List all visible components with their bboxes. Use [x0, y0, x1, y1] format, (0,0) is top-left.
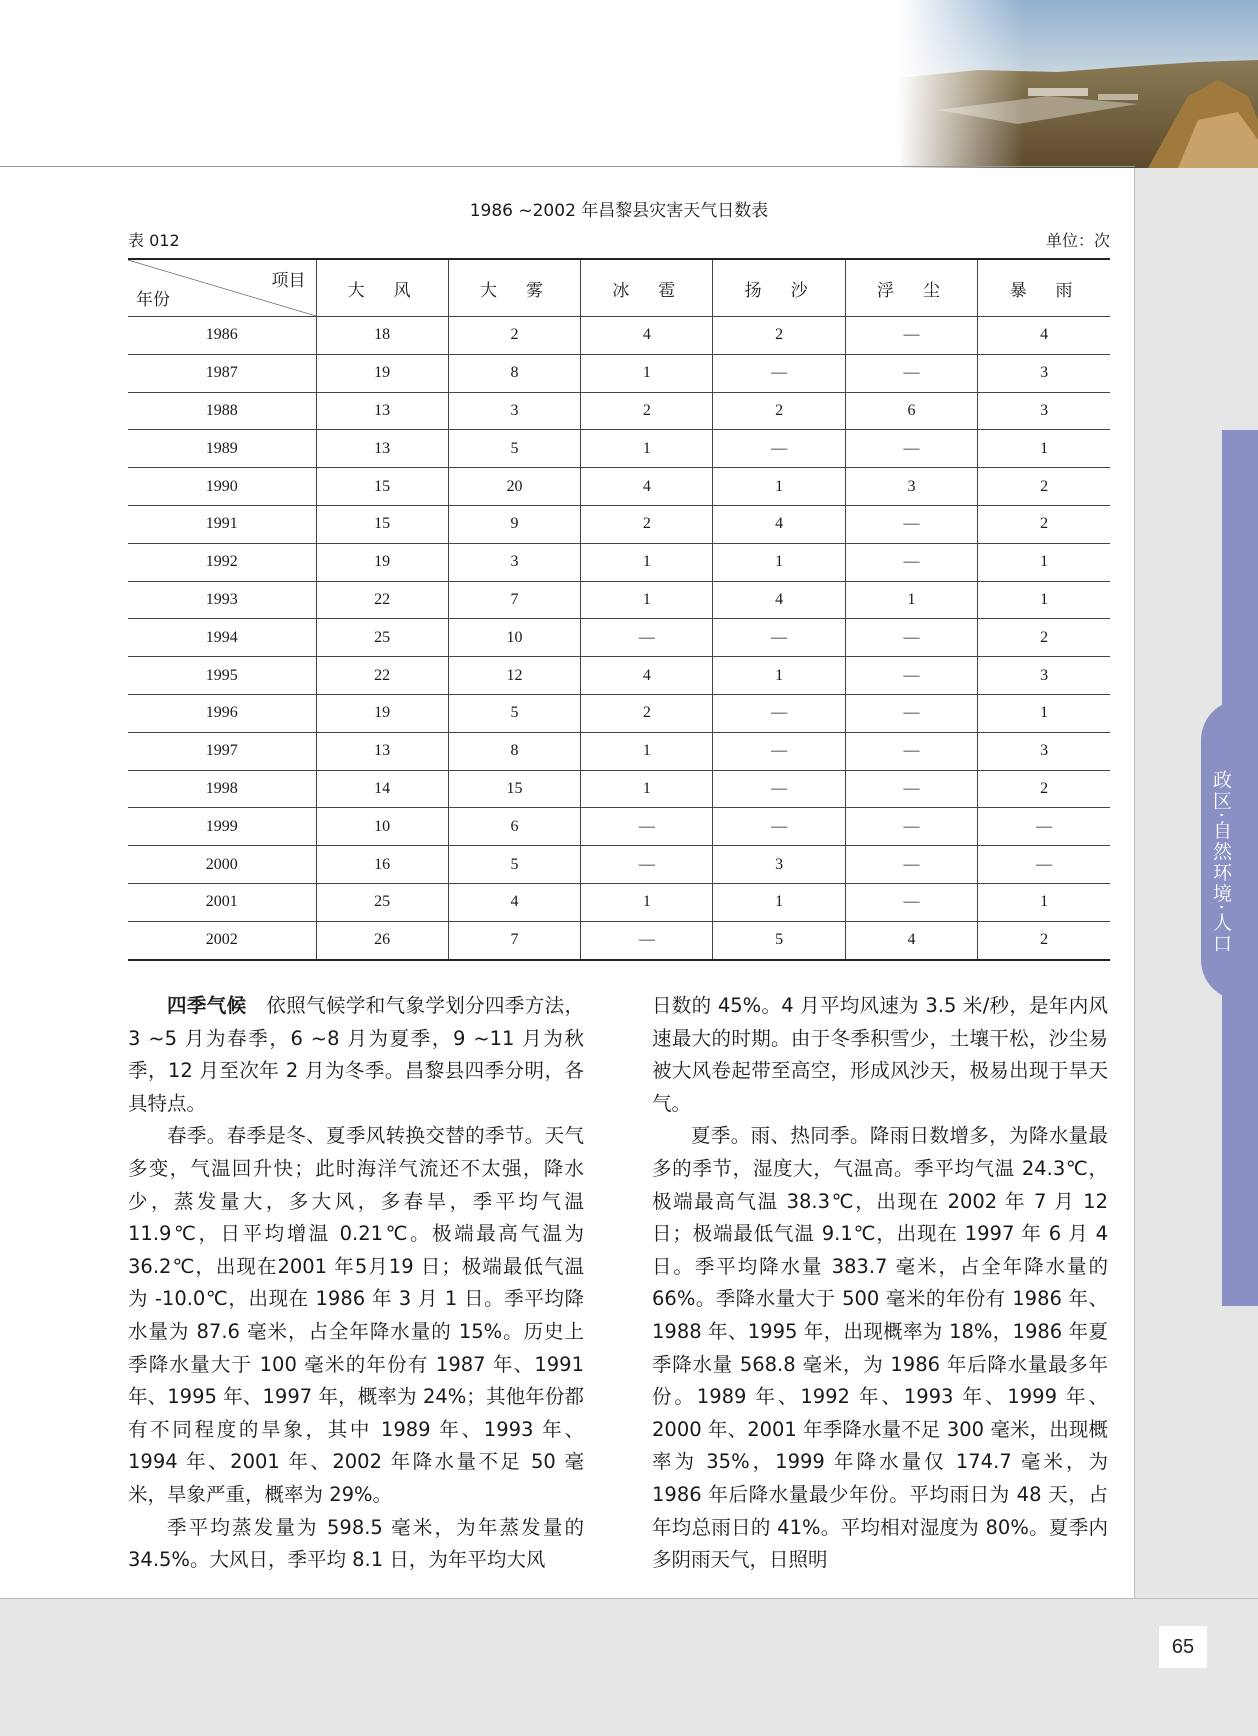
- value-cell: —: [845, 846, 977, 884]
- value-cell: 4: [581, 317, 713, 355]
- value-cell: 19: [316, 543, 448, 581]
- value-cell: 2: [978, 468, 1110, 506]
- value-cell: 2: [978, 921, 1110, 959]
- paragraph-continued: 日数的 45%。4 月平均风速为 3.5 米/秒，是年内风速最大的时期。由于冬季积雪少，土壤干松，沙尘易被大风卷起带至高空，形成风沙天，极易出现于旱天气。: [652, 994, 1108, 1115]
- table-row: [128, 581, 1110, 619]
- value-cell: —: [845, 732, 977, 770]
- value-cell: 2: [581, 392, 713, 430]
- value-cell: 1: [845, 581, 977, 619]
- table-title: 1986 ~2002 年昌黎县灾害天气日数表: [469, 201, 769, 221]
- disaster-weather-table: [128, 258, 1110, 961]
- value-cell: 4: [448, 883, 580, 921]
- value-cell: 1: [581, 543, 713, 581]
- table-row: [128, 392, 1110, 430]
- year-cell: 1987: [128, 354, 316, 392]
- table-row: [128, 846, 1110, 884]
- text-column-left: [128, 990, 584, 1577]
- section-heading: 四季气候: [167, 994, 247, 1017]
- value-cell: —: [845, 770, 977, 808]
- year-cell: 1993: [128, 581, 316, 619]
- value-cell: 12: [448, 657, 580, 695]
- value-cell: 22: [316, 581, 448, 619]
- value-cell: 9: [448, 505, 580, 543]
- value-cell: 7: [448, 921, 580, 959]
- value-cell: 19: [316, 354, 448, 392]
- value-cell: —: [845, 317, 977, 355]
- value-cell: 5: [448, 430, 580, 468]
- table-row: [128, 694, 1110, 732]
- table-row: [128, 619, 1110, 657]
- value-cell: 2: [713, 317, 845, 355]
- chapter-side-label: 政区·自然环境·人口: [1210, 770, 1232, 955]
- year-cell: 1990: [128, 468, 316, 506]
- header-item-label: 项目: [271, 271, 306, 291]
- year-cell: 1989: [128, 430, 316, 468]
- value-cell: 3: [845, 468, 977, 506]
- value-cell: —: [845, 430, 977, 468]
- value-cell: 1: [713, 543, 845, 581]
- table-row: [128, 354, 1110, 392]
- text-column-right: [652, 990, 1108, 1577]
- value-cell: —: [845, 694, 977, 732]
- value-cell: —: [845, 808, 977, 846]
- value-cell: —: [713, 732, 845, 770]
- paragraph-text: 依照气候学和气象学划分四季方法，3 ~5 月为春季，6 ~8 月为夏季，9 ~11 月为秋季，12 月至次年 2 月为冬季。昌黎县四季分明，各具特点。: [128, 994, 584, 1115]
- value-cell: 4: [713, 581, 845, 619]
- value-cell: 14: [316, 770, 448, 808]
- value-cell: —: [581, 846, 713, 884]
- value-cell: 25: [316, 883, 448, 921]
- value-cell: 1: [581, 354, 713, 392]
- value-cell: 2: [978, 619, 1110, 657]
- paragraph-seasons: [128, 990, 584, 1120]
- value-cell: 5: [448, 846, 580, 884]
- value-cell: —: [845, 883, 977, 921]
- table-row: [128, 657, 1110, 695]
- table-unit: 单位：次: [1045, 231, 1110, 250]
- value-cell: —: [713, 808, 845, 846]
- value-cell: 2: [713, 392, 845, 430]
- table-row: [128, 317, 1110, 355]
- value-cell: 3: [978, 354, 1110, 392]
- value-cell: 3: [713, 846, 845, 884]
- value-cell: 16: [316, 846, 448, 884]
- value-cell: 7: [448, 581, 580, 619]
- value-cell: 2: [581, 694, 713, 732]
- year-cell: 1997: [128, 732, 316, 770]
- header-photo: [898, 0, 1258, 168]
- value-cell: —: [713, 770, 845, 808]
- column-header: 大 风: [316, 259, 448, 317]
- value-cell: 4: [978, 317, 1110, 355]
- value-cell: 8: [448, 354, 580, 392]
- value-cell: 25: [316, 619, 448, 657]
- value-cell: 2: [581, 505, 713, 543]
- table-row: [128, 770, 1110, 808]
- year-cell: 2001: [128, 883, 316, 921]
- value-cell: 2: [978, 505, 1110, 543]
- value-cell: 1: [581, 770, 713, 808]
- value-cell: 1: [713, 657, 845, 695]
- value-cell: 3: [448, 543, 580, 581]
- value-cell: 1: [978, 543, 1110, 581]
- table-row: [128, 883, 1110, 921]
- value-cell: 4: [845, 921, 977, 959]
- year-cell: 1986: [128, 317, 316, 355]
- column-header: 暴 雨: [978, 259, 1110, 317]
- value-cell: 2: [448, 317, 580, 355]
- value-cell: 13: [316, 392, 448, 430]
- value-cell: 1: [713, 883, 845, 921]
- value-cell: —: [713, 430, 845, 468]
- year-cell: 1994: [128, 619, 316, 657]
- table-row: [128, 732, 1110, 770]
- value-cell: 1: [713, 468, 845, 506]
- table-number: 表 012: [128, 231, 180, 250]
- column-header: 大 雾: [448, 259, 580, 317]
- right-margin-divider: [1134, 168, 1135, 1598]
- column-header: 冰 雹: [581, 259, 713, 317]
- page-number: 65: [1159, 1626, 1207, 1668]
- value-cell: 6: [448, 808, 580, 846]
- value-cell: 3: [978, 392, 1110, 430]
- value-cell: 1: [978, 430, 1110, 468]
- paragraph-spring: 春季。春季是冬、夏季风转换交替的季节。天气多变，气温回升快；此时海洋气流还不太强，降水少，蒸发量大，多大风，多春旱，季平均气温 11.9℃，日平均增温 0.21℃。极端最高气温为36.2℃，出现在2001 年5月19 日；极端最低气温为 -10.0℃，出现在 1986 年 3 月 1 日。季平均降水量为 87.6 毫米，占全年降水量的 15%。历史上季降水量大于 100 毫米的年份有 1987 年、1991 年、1995 年、1997 年，概率为 24%；其他年份都有不同程度的旱象，其中 1989 年、1993 年、1994 年、2001 年、2002 年降水量不足 50 毫米，旱象严重，概率为 29%。: [128, 1124, 584, 1506]
- value-cell: 1: [581, 732, 713, 770]
- value-cell: 19: [316, 694, 448, 732]
- column-header: 浮 尘: [845, 259, 977, 317]
- value-cell: 1: [581, 581, 713, 619]
- value-cell: —: [845, 543, 977, 581]
- value-cell: 5: [713, 921, 845, 959]
- value-cell: 10: [448, 619, 580, 657]
- value-cell: 22: [316, 657, 448, 695]
- value-cell: —: [845, 657, 977, 695]
- footer-band: [0, 1598, 1258, 1736]
- paragraph-summer: 夏季。雨、热同季。降雨日数增多，为降水量最多的季节，湿度大，气温高。季平均气温 24.3℃，极端最高气温 38.3℃，出现在 2002 年 7 月 12 日；极端最低气温 9.1℃，出现在 1997 年 6 月 4 日。季平均降水量 383.7 毫米，占全年降水量的 66%。季降水量大于 500 毫米的年份有 1986 年、1988 年、1995 年，出现概率为 18%，1986 年夏季降水量 568.8 毫米，为 1986 年后降水量最多年份。1989 年、1992 年、1993 年、1999 年、2000 年、2001 年季降水量不足 300 毫米，出现概率为 35%，1999 年降水量仅 174.7 毫米，为 1986 年后降水量最少年份。平均雨日为 48 天，占年均总雨日的 41%。平均相对湿度为 80%。夏季内多阴雨天气，日照明: [652, 1124, 1108, 1572]
- year-cell: 1999: [128, 808, 316, 846]
- table-header-row: [128, 259, 1110, 317]
- table-row: [128, 468, 1110, 506]
- value-cell: 3: [978, 732, 1110, 770]
- value-cell: 15: [316, 468, 448, 506]
- table-row: [128, 921, 1110, 959]
- header-divider: [0, 166, 1135, 167]
- value-cell: 2: [978, 770, 1110, 808]
- value-cell: —: [581, 921, 713, 959]
- year-cell: 1998: [128, 770, 316, 808]
- table-row: [128, 505, 1110, 543]
- table-corner-header: [128, 259, 316, 317]
- value-cell: 20: [448, 468, 580, 506]
- value-cell: 15: [316, 505, 448, 543]
- value-cell: —: [581, 808, 713, 846]
- year-cell: 2000: [128, 846, 316, 884]
- value-cell: 3: [448, 392, 580, 430]
- value-cell: 15: [448, 770, 580, 808]
- value-cell: 4: [713, 505, 845, 543]
- value-cell: —: [978, 846, 1110, 884]
- value-cell: 26: [316, 921, 448, 959]
- year-cell: 1996: [128, 694, 316, 732]
- value-cell: 4: [581, 657, 713, 695]
- year-cell: 2002: [128, 921, 316, 959]
- footer-divider: [0, 1598, 1258, 1599]
- value-cell: —: [713, 694, 845, 732]
- value-cell: 1: [581, 883, 713, 921]
- value-cell: 1: [978, 581, 1110, 619]
- value-cell: 10: [316, 808, 448, 846]
- table-row: [128, 808, 1110, 846]
- header-year-label: 年份: [136, 290, 170, 310]
- value-cell: 13: [316, 430, 448, 468]
- value-cell: —: [581, 619, 713, 657]
- year-cell: 1995: [128, 657, 316, 695]
- value-cell: —: [713, 354, 845, 392]
- value-cell: —: [978, 808, 1110, 846]
- paragraph-evaporation: 季平均蒸发量为 598.5 毫米，为年蒸发量的 34.5%。大风日，季平均 8.1 日，为年平均大风: [128, 1515, 584, 1572]
- table-row: [128, 430, 1110, 468]
- table-row: [128, 543, 1110, 581]
- value-cell: 18: [316, 317, 448, 355]
- value-cell: —: [713, 619, 845, 657]
- year-cell: 1988: [128, 392, 316, 430]
- column-header: 扬 沙: [713, 259, 845, 317]
- value-cell: 6: [845, 392, 977, 430]
- value-cell: 1: [978, 694, 1110, 732]
- value-cell: 3: [978, 657, 1110, 695]
- year-cell: 1991: [128, 505, 316, 543]
- value-cell: —: [845, 505, 977, 543]
- value-cell: —: [845, 354, 977, 392]
- value-cell: 1: [978, 883, 1110, 921]
- value-cell: 1: [581, 430, 713, 468]
- value-cell: 4: [581, 468, 713, 506]
- value-cell: 8: [448, 732, 580, 770]
- value-cell: 5: [448, 694, 580, 732]
- value-cell: 13: [316, 732, 448, 770]
- value-cell: —: [845, 619, 977, 657]
- year-cell: 1992: [128, 543, 316, 581]
